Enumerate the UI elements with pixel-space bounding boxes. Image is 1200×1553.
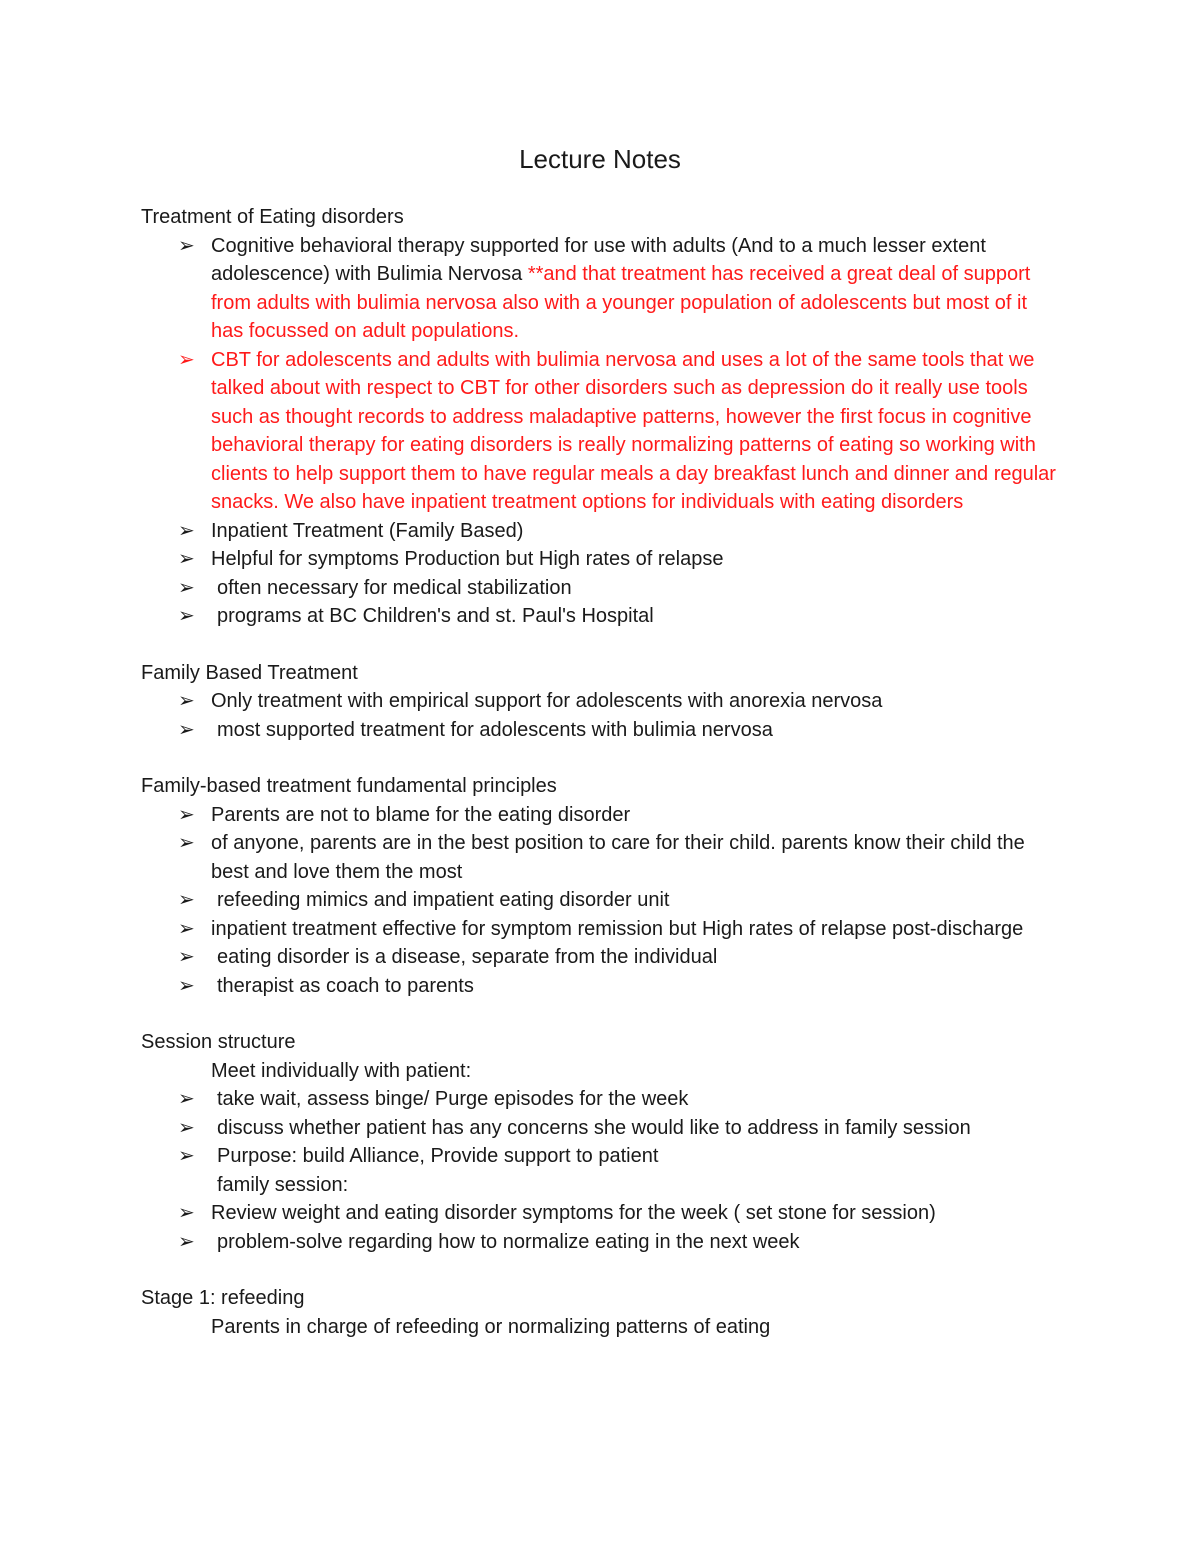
document-body bbox=[141, 203, 1061, 1341]
list-item bbox=[141, 972, 1061, 1001]
arrow-bullet-icon: ➢ bbox=[178, 1230, 195, 1253]
list-item bbox=[141, 1142, 1061, 1171]
list-item bbox=[141, 574, 1061, 603]
list-item bbox=[141, 1228, 1061, 1257]
list-item-text: most supported treatment for adolescents with bulimia nervosa bbox=[217, 718, 773, 741]
arrow-bullet-icon: ➢ bbox=[178, 917, 195, 940]
arrow-bullet-icon: ➢ bbox=[178, 718, 195, 741]
sub-heading: Meet individually with patient: bbox=[211, 1059, 472, 1082]
document-title: Lecture Notes bbox=[519, 144, 681, 174]
arrow-bullet-icon: ➢ bbox=[178, 519, 195, 542]
sub-heading: family session: bbox=[217, 1173, 349, 1196]
section-heading-stage1: Stage 1: refeeding bbox=[141, 1287, 305, 1309]
section-heading-treatment: Treatment of Eating disorders bbox=[141, 206, 404, 228]
arrow-bullet-icon: ➢ bbox=[178, 234, 195, 257]
list-item bbox=[141, 915, 1061, 944]
arrow-bullet-icon: ➢ bbox=[178, 1202, 195, 1224]
section-heading-session: Session structure bbox=[141, 1031, 296, 1053]
list-item-text: programs at BC Children's and st. Paul's Hospital bbox=[217, 605, 654, 627]
arrow-bullet-icon: ➢ bbox=[178, 1088, 195, 1110]
list-item bbox=[141, 1085, 1061, 1114]
list-item bbox=[141, 545, 1061, 574]
list-item-highlight-text: **and that treatment has received a great deal of support from adults with bulimia nervosa also with a younger population of adolescents but most of it has focussed on adult populations. bbox=[211, 263, 1031, 342]
list-item-text: Review weight and eating disorder symptoms for the week ( set stone for session) bbox=[211, 1202, 936, 1224]
arrow-bullet-icon: ➢ bbox=[178, 548, 195, 570]
list-item-text: Parents are not to blame for the eating disorder bbox=[211, 803, 631, 826]
list-item bbox=[141, 943, 1061, 972]
list-item-text: of anyone, parents are in the best position to care for their child. parents know their child the best and love them the most bbox=[211, 832, 1025, 883]
arrow-bullet-icon: ➢ bbox=[178, 889, 195, 911]
list-item-text: Cognitive behavioral therapy supported for use with adults (And to a much lesser extent adolescence) with Bulimia Nervosa bbox=[211, 234, 986, 285]
list-item bbox=[141, 801, 1061, 830]
list-item bbox=[141, 346, 1061, 517]
arrow-bullet-icon: ➢ bbox=[178, 1116, 195, 1139]
list-item bbox=[141, 232, 1061, 346]
list-item-text: problem-solve regarding how to normalize eating in the next week bbox=[217, 1230, 800, 1253]
section-heading-fbt: Family Based Treatment bbox=[141, 661, 358, 684]
arrow-bullet-icon: ➢ bbox=[178, 690, 195, 712]
list-item bbox=[141, 1114, 1061, 1143]
list-item-text: discuss whether patient has any concerns she would like to address in family session bbox=[217, 1116, 971, 1139]
list-item-text: Inpatient Treatment (Family Based) bbox=[211, 519, 524, 542]
list-item-text: often necessary for medical stabilization bbox=[217, 576, 572, 599]
list-item-text: take wait, assess binge/ Purge episodes for the week bbox=[217, 1088, 689, 1110]
list-item-text: inpatient treatment effective for symptom remission but High rates of relapse post-discharge bbox=[211, 917, 1024, 940]
list-item-text: therapist as coach to parents bbox=[217, 974, 474, 997]
paragraph: Parents in charge of refeeding or normalizing patterns of eating bbox=[211, 1315, 771, 1338]
list-item bbox=[141, 687, 1061, 716]
section-heading-principles: Family-based treatment fundamental principles bbox=[141, 775, 557, 797]
list-item-text: Purpose: build Alliance, Provide support to patient bbox=[217, 1145, 659, 1167]
list-item bbox=[141, 602, 1061, 631]
arrow-bullet-icon: ➢ bbox=[178, 576, 195, 599]
list-item-text: Only treatment with empirical support for adolescents with anorexia nervosa bbox=[211, 690, 883, 712]
arrow-bullet-icon: ➢ bbox=[178, 946, 195, 968]
list-item-text: Helpful for symptoms Production but High rates of relapse bbox=[211, 548, 724, 570]
list-item bbox=[141, 886, 1061, 915]
list-item-highlight-text: CBT for adolescents and adults with bulimia nervosa and uses a lot of the same tools that we talked about with respect to CBT for other disorders such as depression do it really use tools such as thought records to address maladaptive patterns, however the first focus in cognitive behavioral therapy for eating disorders is really normalizing patterns of eating so working with clients to help support them to have regular meals a day breakfast lunch and dinner and regular snacks. We also have inpatient treatment options for individuals with eating disorders bbox=[211, 348, 1056, 513]
arrow-bullet-icon: ➢ bbox=[178, 974, 195, 997]
list-item bbox=[141, 1199, 1061, 1228]
arrow-bullet-icon: ➢ bbox=[178, 605, 195, 627]
list-item bbox=[141, 829, 1061, 886]
arrow-bullet-icon: ➢ bbox=[178, 832, 195, 854]
list-item bbox=[141, 517, 1061, 546]
arrow-bullet-icon: ➢ bbox=[178, 803, 195, 826]
list-item-text: refeeding mimics and impatient eating disorder unit bbox=[217, 889, 670, 911]
list-item bbox=[141, 716, 1061, 745]
arrow-bullet-icon: ➢ bbox=[178, 348, 195, 371]
list-item-text: eating disorder is a disease, separate from the individual bbox=[217, 946, 718, 968]
arrow-bullet-icon: ➢ bbox=[178, 1145, 195, 1167]
